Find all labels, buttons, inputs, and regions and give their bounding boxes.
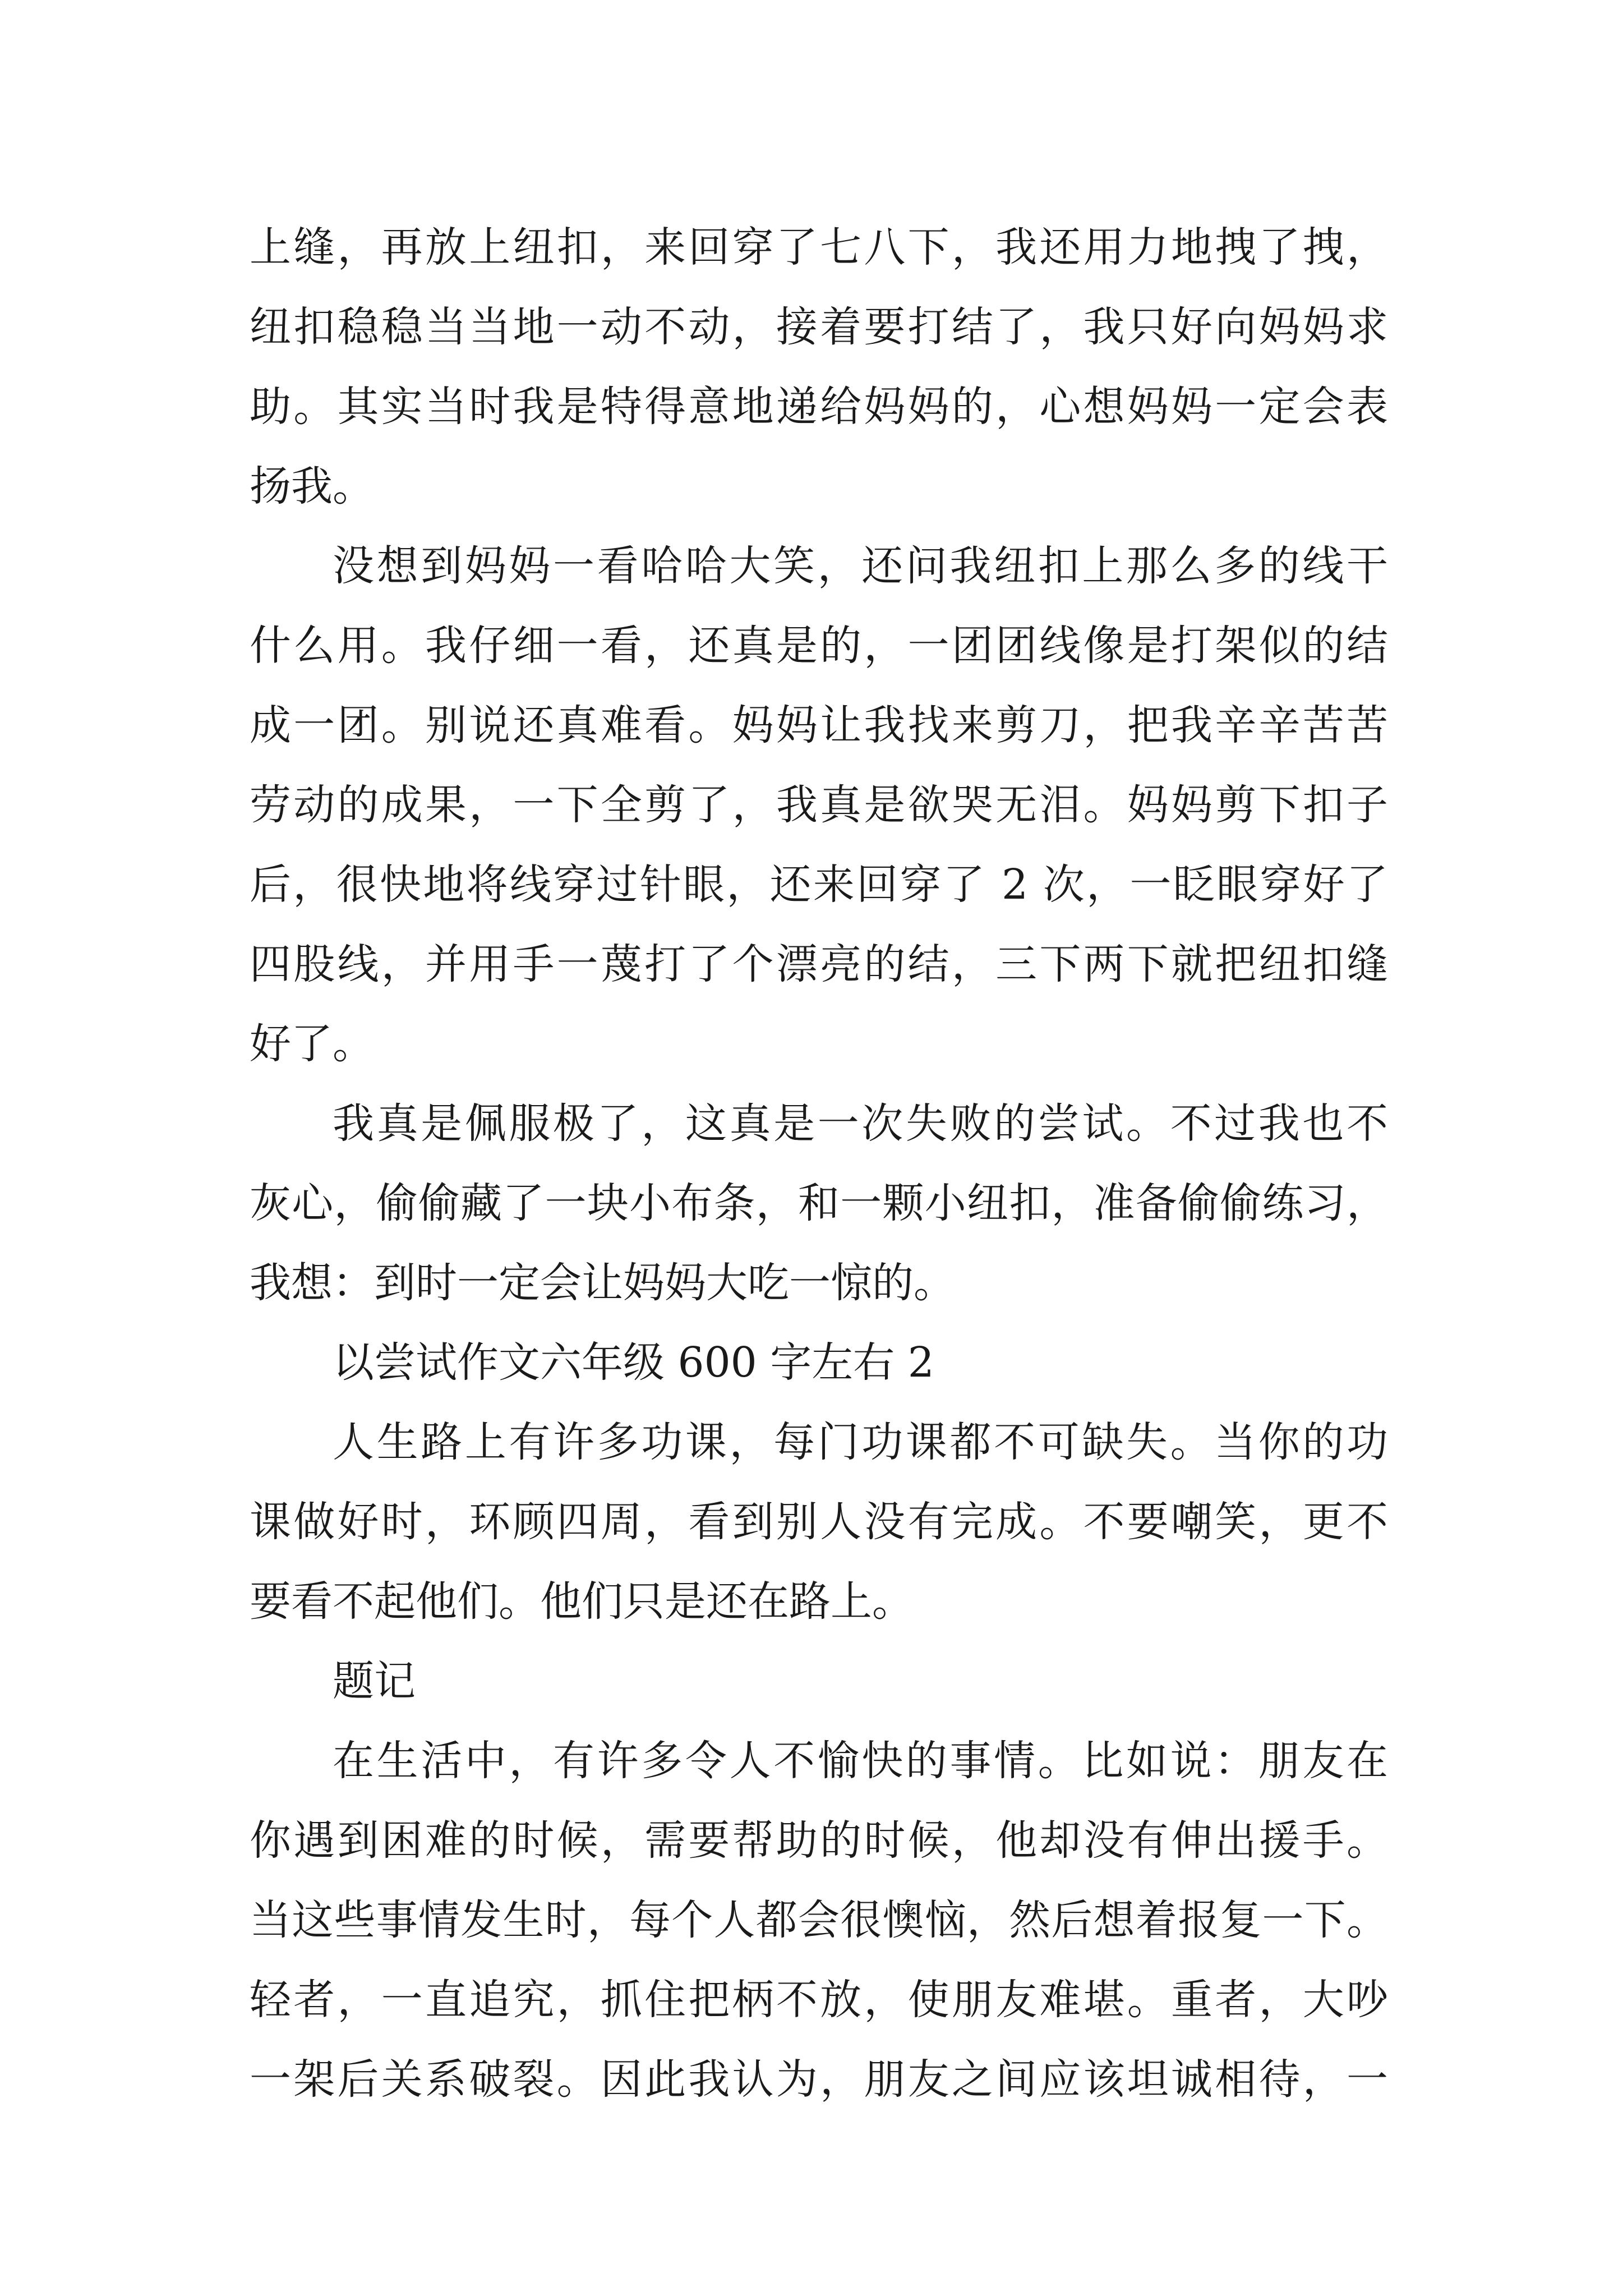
text-line: 一架后关系破裂。因此我认为，朋友之间应该坦诚相待，一 [250, 2055, 1388, 2104]
text-line: 后，很快地将线穿过针眼，还来回穿了 2 次，一眨眼穿好了 [250, 861, 1388, 909]
text-line: 纽扣稳稳当当地一动不动，接着要打结了，我只好向妈妈求 [250, 303, 1388, 351]
epigraph-label: 题记 [333, 1657, 416, 1705]
text-line: 成一团。别说还真难看。妈妈让我找来剪刀，把我辛辛苦苦 [250, 701, 1388, 749]
text-line: 在生活中，有许多令人不愉快的事情。比如说：朋友在 [333, 1737, 1388, 1785]
text-line: 好了。 [250, 1020, 374, 1068]
text-line: 课做好时，环顾四周，看到别人没有完成。不要嘲笑，更不 [250, 1498, 1388, 1546]
text-line: 助。其实当时我是特得意地递给妈妈的，心想妈妈一定会表 [250, 383, 1388, 431]
text-line: 当这些事情发生时，每个人都会很懊恼，然后想着报复一下。 [250, 1896, 1388, 1944]
text-line: 人生路上有许多功课，每门功课都不可缺失。当你的功 [333, 1418, 1388, 1466]
text-line: 我真是佩服极了，这真是一次失败的尝试。不过我也不 [333, 1099, 1388, 1148]
text-line: 你遇到困难的时候，需要帮助的时候，他却没有伸出援手。 [250, 1816, 1388, 1865]
text-line: 四股线，并用手一蔑打了个漂亮的结，三下两下就把纽扣缝 [250, 940, 1388, 988]
body-text [250, 208, 1388, 2119]
text-line: 没想到妈妈一看哈哈大笑，还问我纽扣上那么多的线干 [333, 542, 1388, 590]
text-line: 灰心，偷偷藏了一块小布条，和一颗小纽扣，准备偷偷练习， [250, 1179, 1388, 1227]
text-line: 我想：到时一定会让妈妈大吃一惊的。 [250, 1259, 955, 1307]
text-line: 什么用。我仔细一看，还真是的，一团团线像是打架似的结 [250, 622, 1388, 670]
section-heading: 以尝试作文六年级 600 字左右 2 [333, 1338, 934, 1387]
text-line: 轻者，一直追究，抓住把柄不放，使朋友难堪。重者，大吵 [250, 1976, 1388, 2024]
text-line: 劳动的成果，一下全剪了，我真是欲哭无泪。妈妈剪下扣子 [250, 781, 1388, 829]
text-line: 扬我。 [250, 462, 374, 510]
text-line: 要看不起他们。他们只是还在路上。 [250, 1577, 914, 1626]
text-line: 上缝，再放上纽扣，来回穿了七八下，我还用力地拽了拽， [250, 223, 1388, 272]
